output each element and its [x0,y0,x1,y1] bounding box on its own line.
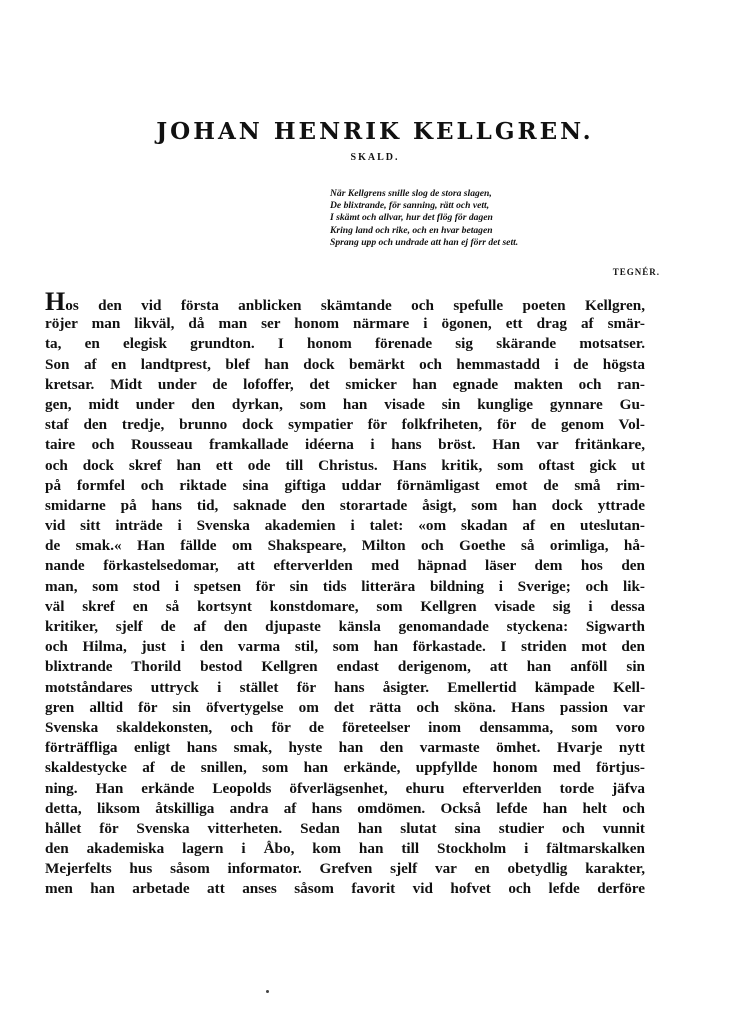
body-line: detta, liksom åtskilliga andra af hans omdömen. Också lefde han helt och [45,799,645,817]
body-line: den akademiska lagern i Åbo, kom han till Stockholm i fältmarskalken [45,840,645,858]
epigraph [330,188,660,249]
body-line: smidarne på hans tid, saknade den storartade åsigt, som han dock yttrade [45,496,645,514]
body-line: taire och Rousseau framkallade idéerna i hans bröst. Han var fritänkare, [45,436,645,454]
body-line: motståndares uttryck i stället för hans åsigter. Emellertid kämpade Kell- [45,678,645,696]
page-subtitle: SKALD. [350,152,400,163]
body-line: kretsar. Midt under de lofoffer, det smicker han egnade makten och ran- [45,375,645,393]
body-line: ning. Han erkände Leopolds öfverlägsenhet, ehuru efterverlden torde jäfva [45,779,645,797]
body-line: röjer man likväl, då man ser honom närmare i ögonen, ett drag af smär- [45,315,645,333]
body-line: gren alltid för sin öfvertygelse om det rätta och sköna. Hans passion var [45,698,645,716]
body-line: man, som stod i spetsen för sin tids litterära bildning i Sverige; och lik- [45,577,645,595]
body-line: väl skref en så kortsynt konstdomare, som Kellgren visade sig i dessa [45,597,645,615]
body-line: Svenska skaldekonsten, och för de företeelser inom densamma, som voro [45,718,645,736]
drop-cap: H [45,287,66,316]
body-line: och Hilma, just i den varma stil, som han förkastade. I striden mot den [45,638,645,656]
body-line: de smak.« Han fällde om Shakspeare, Milton och Goethe så orimliga, hå- [45,537,645,555]
body-line: blixtrande Thorild bestod Kellgren endast derigenom, att han anföll sin [45,658,645,676]
body-line: staf den tredje, brunno dock sympatier för folkfriheten, för de genom Vol- [45,416,645,434]
body-line: Mejerfelts hus såsom informator. Grefven sjelf var en obetydlig karakter, [45,860,645,878]
print-speck [266,990,269,993]
body-paragraph [45,287,645,900]
body-line: förträffliga enligt hans smak, hyste han den varmaste ömhet. Hvarje nytt [45,739,645,757]
page-title: JOHAN HENRIK KELLGREN. [156,118,594,145]
body-line: ta, en elegisk grundton. I honom förenade sig skärande motsatser. [45,335,645,353]
body-line: vid sitt inträde i Svenska akademien i talet: «om skadan af en uteslutan- [45,517,645,535]
epigraph-line: I skämt och allvar, hur det flög för dagen [330,212,493,224]
body-line: kritiker, sjelf de af den djupaste känsla genomandade styckena: Sigwarth [45,618,645,635]
body-line: Son af en landtprest, blef han dock bemärkt och hemmastadd i de högsta [45,355,645,373]
body-line-first [45,287,645,316]
epigraph-line: Kring land och rike, och en hvar betagen [330,224,493,236]
body-line: gen, midt under den dyrkan, som han visade sin kunglige gynnare Gu- [45,395,645,413]
epigraph-line: När Kellgrens snille slog de stora slagen, [330,188,492,199]
body-line: på formfel och riktade sina giftiga uddar förnämligast emot de små rim- [45,476,645,494]
body-first-line-text: os den vid första anblicken skämtande och spefulle poeten Kellgren, [65,297,645,314]
epigraph-line: Sprang upp och undrade att han ej förr det sett. [330,236,519,248]
epigraph-line: De blixtrande, för sanning, rätt och vett, [330,200,490,212]
epigraph-attribution: TEGNÉR. [612,267,660,277]
body-line: skaldestycke af de snillen, som han erkände, uppfyllde honom med förtjus- [45,759,645,777]
body-line: nande förkastelsedomar, att efterverlden med häpnad läser dem hos den [45,557,645,575]
body-line: och dock skref han ett ode till Christus. Hans kritik, som oftast gick ut [45,456,645,474]
body-line: hållet för Svenska vitterheten. Sedan han slutat sina studier och vunnit [45,819,645,837]
body-line: men han arbetade att anses såsom favorit vid hofvet och lefde derföre [45,880,645,898]
